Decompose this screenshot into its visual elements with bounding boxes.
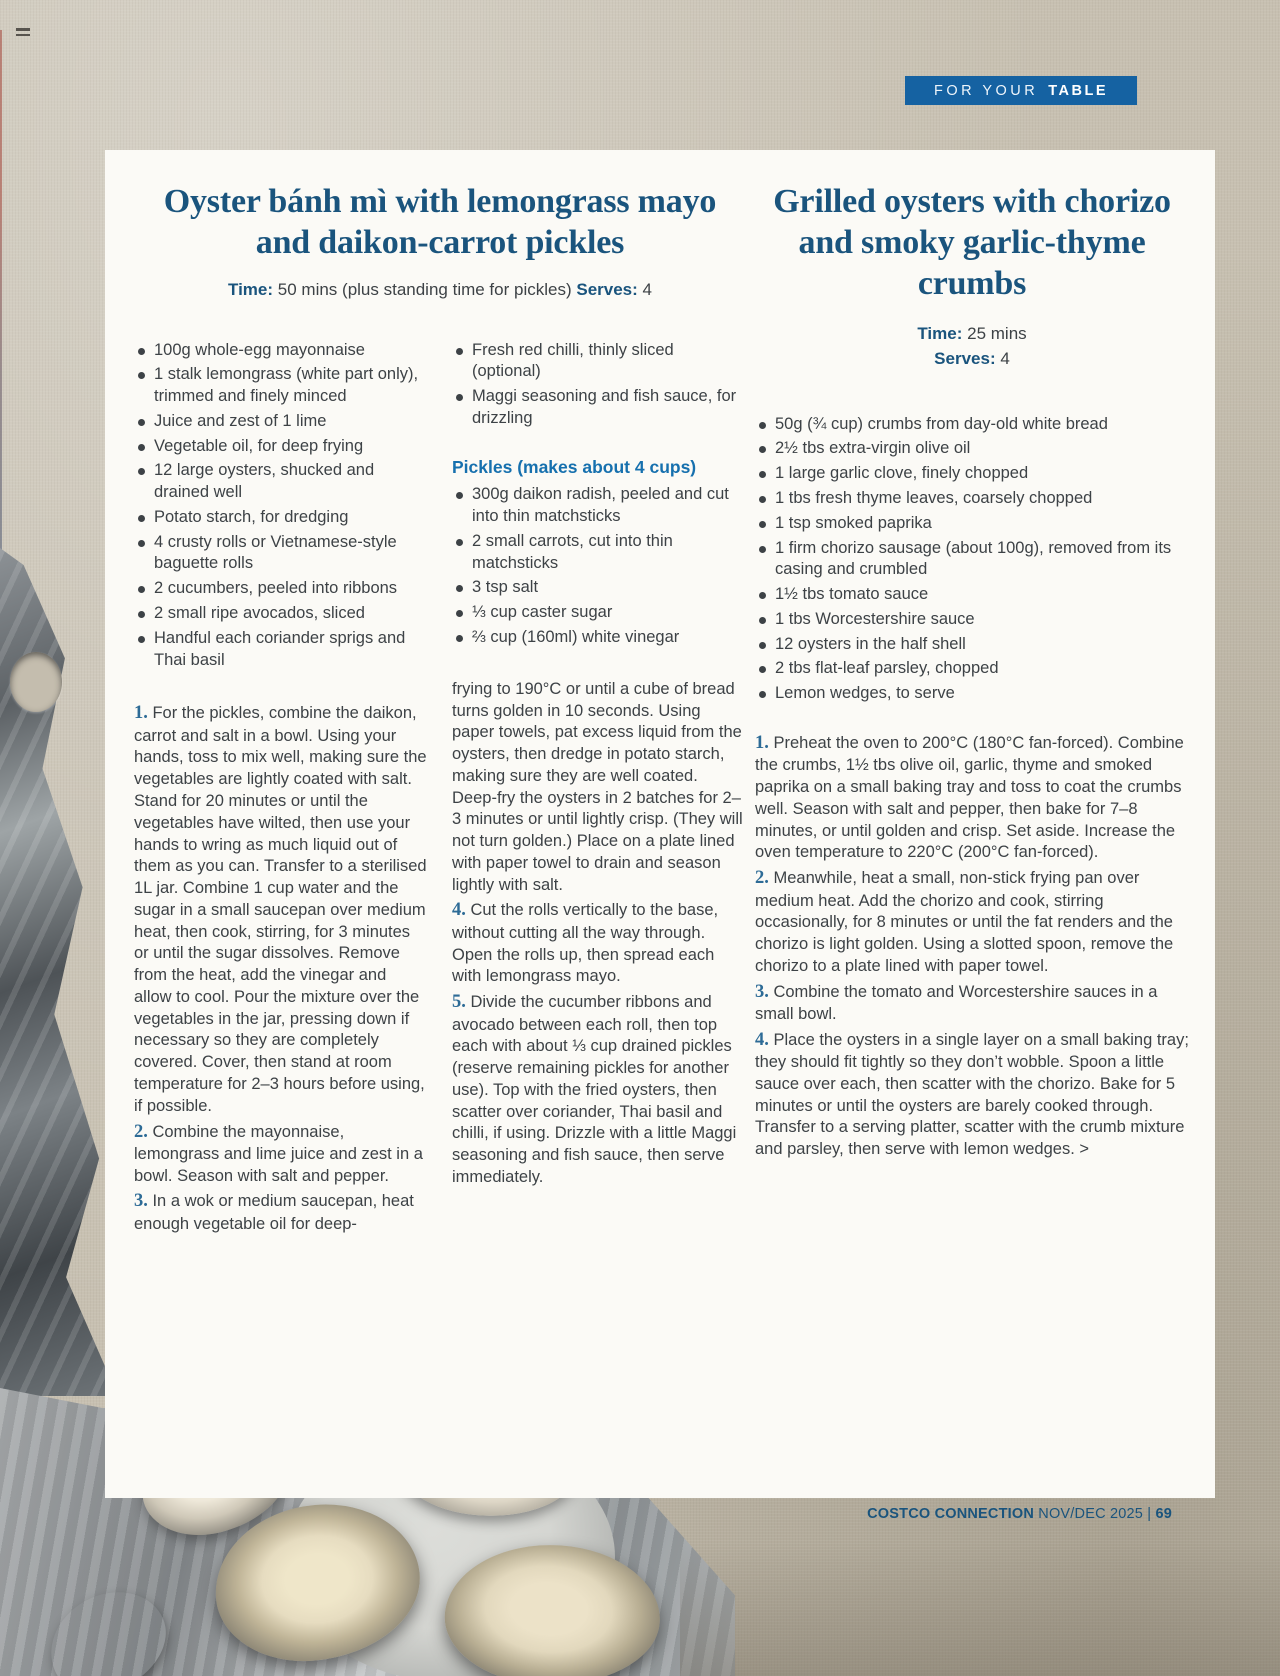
step-list (452, 898, 746, 1188)
ingredient-item: 4 crusty rolls or Vietnamese-style baguette rolls (134, 532, 428, 576)
recipe-grilled-oysters (755, 182, 1189, 1163)
ingredient-item: 50g (¾ cup) crumbs from day-old white bread (755, 414, 1189, 436)
step-number: 2. (755, 868, 769, 889)
ingredient-item: Fresh red chilli, thinly sliced (optional) (452, 340, 746, 384)
step-number: 2. (134, 1121, 148, 1142)
recipe-card (105, 150, 1215, 1498)
badge-text-light: FOR YOUR (933, 82, 1039, 99)
step-number: 3. (134, 1191, 148, 1212)
recipe-column-2 (452, 340, 746, 1238)
step-text: Preheat the oven to 200°C (180°C fan-forced). Combine the crumbs, 1½ tbs olive oil, garlic, thyme and smoked paprika on a small baking tray and toss to coat the crumbs well. Season with salt and pepper, then bake for 7–8 minutes, or until golden and crisp. Set aside. Increase the oven temperature to 220°C (200°C fan-forced). (755, 733, 1184, 862)
ingredient-list (134, 340, 428, 672)
serves-label: Serves: (934, 349, 996, 369)
step-text: Place the oysters in a single layer on a small baking tray; they should fit tightly so they don’t wobble. Spoon a little sauce over each, then scatter with the chorizo. Bake for 5 minutes or until the oysters are barely cooked through. Transfer to a serving platter, scatter with the crumb mixture and parsley, then serve with lemon wedges. > (755, 1030, 1189, 1159)
step-text: In a wok or medium saucepan, heat enough vegetable oil for deep- (134, 1192, 414, 1233)
ingredient-item: 1 large garlic clove, finely chopped (755, 463, 1189, 485)
ingredient-item: 1 firm chorizo sausage (about 100g), removed from its casing and crumbled (755, 538, 1189, 582)
ingredient-item: 2 small carrots, cut into thin matchsticks (452, 531, 746, 575)
step-text: Cut the rolls vertically to the base, without cutting all the way through. Open the rolls up, then spread each with lemongrass mayo. (452, 901, 719, 986)
ingredient-item: 3 tsp salt (452, 577, 746, 599)
step-item (134, 1120, 428, 1188)
ingredient-item: 2 small ripe avocados, sliced (134, 603, 428, 625)
badge-text-bold: TABLE (1048, 82, 1109, 99)
ingredient-item: 1 tbs fresh thyme leaves, coarsely chopped (755, 488, 1189, 510)
ingredient-item: 2½ tbs extra-virgin olive oil (755, 438, 1189, 460)
ingredient-item: 2 tbs flat-leaf parsley, chopped (755, 658, 1189, 680)
recipe-oyster-banh-mi (134, 182, 746, 1238)
ingredient-item: 2 cucumbers, peeled into ribbons (134, 578, 428, 600)
recipe-title: Oyster bánh mì with lemongrass mayo and daikon-carrot pickles (163, 183, 717, 261)
background-shade (680, 1540, 1280, 1676)
step-list (134, 701, 428, 1235)
step-text: For the pickles, combine the daikon, carrot and salt in a bowl. Using your hands, toss to mix well, making sure the vegetables are lightly coated with salt. Stand for 20 minutes or until the vegetables have wilted, then use your hands to wring as much liquid out of them as you can. Transfer to a sterilised 1L jar. Combine 1 cup water and the sugar in a small saucepan over medium heat, then cook, stirring, for 3 minutes or until the sugar dissolves. Remove from the heat, add the vinegar and allow to cool. Pour the mixture over the vegetables in the jar, pressing down if necessary so they are completely covered. Cover, then stand at room temperature for 2–3 hours before using, if possible. (134, 704, 427, 1115)
step-number: 5. (452, 992, 466, 1013)
ingredient-item: 300g daikon radish, peeled and cut into thin matchsticks (452, 484, 746, 528)
serves-value: 4 (1000, 349, 1010, 369)
ingredient-item: Handful each coriander sprigs and Thai basil (134, 628, 428, 672)
footer-separator: | (1147, 1506, 1152, 1522)
page-footer (867, 1506, 1172, 1522)
time-value: 25 mins (967, 324, 1027, 344)
step-item (452, 898, 746, 988)
ingredient-item: Lemon wedges, to serve (755, 683, 1189, 705)
section-badge (905, 76, 1137, 105)
ingredient-item: Maggi seasoning and fish sauce, for drizzling (452, 386, 746, 430)
step-number: 3. (755, 981, 769, 1002)
ingredient-list (452, 340, 746, 430)
step-number: 1. (134, 703, 148, 724)
recipe-column-1 (134, 340, 428, 1238)
ingredient-item: 100g whole-egg mayonnaise (134, 340, 428, 362)
ingredient-item: ⅓ cup caster sugar (452, 602, 746, 624)
recipe-title: Grilled oysters with chorizo and smoky garlic-thyme crumbs (773, 183, 1171, 302)
serves-value: 4 (642, 279, 652, 299)
recipe-meta (134, 280, 746, 300)
pickles-subheading: Pickles (makes about 4 cups) (452, 456, 697, 477)
ingredient-item: 1 stalk lemongrass (white part only), trimmed and finely minced (134, 364, 428, 408)
ingredient-item: Vegetable oil, for deep frying (134, 436, 428, 458)
corner-mark (16, 28, 30, 36)
footer-page-number: 69 (1155, 1506, 1172, 1522)
step-continuation: frying to 190°C or until a cube of bread turns golden in 10 seconds. Using paper towels, pat excess liquid from the oysters, then dredge in potato starch, making sure they are well coated. Deep-fry the oysters in 2 batches for 2–3 minutes or until lightly crisp. (They will not turn golden.) Place on a plate lined with paper towel to drain and season lightly with salt. (452, 679, 743, 894)
ingredient-item: Juice and zest of 1 lime (134, 411, 428, 433)
step-number: 4. (755, 1029, 769, 1050)
step-item (755, 980, 1189, 1026)
serves-label: Serves: (576, 279, 638, 299)
step-item (134, 701, 428, 1117)
time-label: Time: (917, 324, 963, 344)
step-item (755, 866, 1189, 977)
ingredient-item: 1 tbs Worcestershire sauce (755, 609, 1189, 631)
time-label: Time: (228, 279, 274, 299)
ingredient-list (755, 414, 1189, 705)
step-item (134, 1189, 428, 1235)
step-text: Combine the tomato and Worcestershire sauces in a small bowl. (755, 982, 1158, 1023)
ingredient-item: Potato starch, for dredging (134, 507, 428, 529)
ingredient-item: 1 tsp smoked paprika (755, 513, 1189, 535)
ingredient-item: ⅔ cup (160ml) white vinegar (452, 627, 746, 649)
step-item (755, 1028, 1189, 1161)
step-text: Meanwhile, heat a small, non-stick frying pan over medium heat. Add the chorizo and cook, stirring occasionally, for 8 minutes or until the fat renders and the chorizo is light golden. Using a slotted spoon, remove the chorizo to a plate lined with paper towel. (755, 869, 1174, 975)
step-text: Divide the cucumber ribbons and avocado between each roll, then top each with about ⅓ cup drained pickles (reserve remaining pickles for another use). Top with the fried oysters, then scatter over coriander, Thai basil and chilli, if using. Drizzle with a little Maggi seasoning and fish sauce, then serve immediately. (452, 993, 737, 1186)
board-hole (10, 652, 62, 712)
step-text: Combine the mayonnaise, lemongrass and lime juice and zest in a bowl. Season with salt and pepper. (134, 1122, 423, 1185)
ingredient-item: 1½ tbs tomato sauce (755, 584, 1189, 606)
pickles-ingredient-list (452, 484, 746, 648)
step-number: 4. (452, 900, 466, 921)
step-item (755, 731, 1189, 864)
time-value: 50 mins (plus standing time for pickles) (277, 279, 572, 299)
step-list (755, 731, 1189, 1161)
recipe-meta (755, 322, 1189, 371)
footer-issue: NOV/DEC 2025 (1038, 1506, 1144, 1522)
step-number: 1. (755, 732, 769, 753)
footer-brand: COSTCO CONNECTION (867, 1506, 1035, 1522)
ingredient-item: 12 oysters in the half shell (755, 634, 1189, 656)
ingredient-item: 12 large oysters, shucked and drained well (134, 460, 428, 504)
step-item (452, 990, 746, 1189)
